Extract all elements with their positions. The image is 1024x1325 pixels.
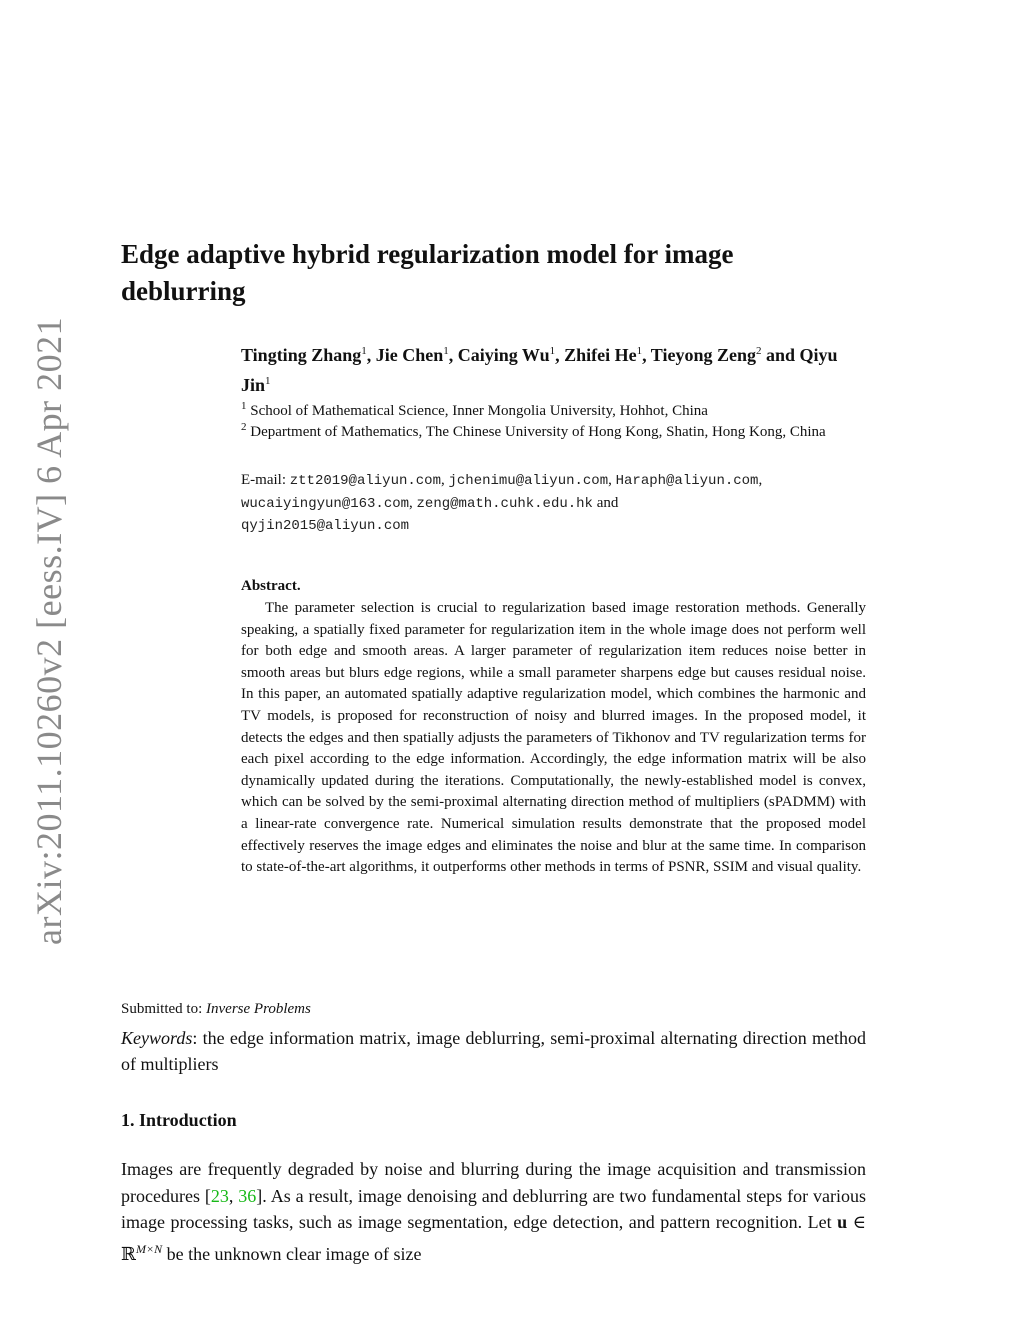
affiliation-text: School of Mathematical Science, Inner Mongolia University, Hohhot, China [250, 403, 708, 419]
author-separator: , [555, 345, 565, 365]
math-exponent: M×N [135, 1241, 163, 1256]
author-separator: , [642, 345, 651, 365]
arxiv-identifier: arXiv:2011.10260v2 [eess.IV] 6 Apr 2021 [29, 316, 69, 945]
section-number: 1. [121, 1110, 135, 1130]
author-separator: and [761, 345, 800, 365]
author-name: Zhifei He [564, 345, 637, 365]
math-operator: ∈ [847, 1212, 866, 1232]
journal-name: Inverse Problems [206, 1001, 311, 1017]
affiliation-mark: 1 [265, 375, 271, 387]
intro-text: be the unknown clear image of size [162, 1243, 422, 1264]
email-link[interactable]: jchenimu@aliyun.com [448, 473, 609, 489]
email-link[interactable]: ztt2019@aliyun.com [289, 473, 441, 489]
affiliation-mark: 1 [443, 345, 449, 357]
author-name: Caiying Wu [457, 345, 550, 365]
email-link[interactable]: wucaiyingyun@163.com [241, 495, 410, 512]
email-link[interactable]: zeng@math.cuhk.edu.hk [416, 495, 593, 512]
author-separator: , [448, 345, 458, 365]
email-link[interactable]: qyjin2015@aliyun.com [241, 518, 410, 534]
email-link[interactable]: Haraph@aliyun.com [615, 473, 759, 489]
affiliation-number: 2 [241, 421, 247, 433]
section-heading [121, 1110, 237, 1131]
affiliation-text: Department of Mathematics, The Chinese University of Hong Kong, Shatin, Hong Kong, China [250, 424, 826, 440]
submitted-label: Submitted to: [121, 1001, 207, 1017]
math-set: ℝ [121, 1243, 136, 1265]
abstract-heading: Abstract. [241, 578, 301, 594]
abstract-text: The parameter selection is crucial to regularization based image restoration methods. Generally speaking, a spatially fixed parameter for regularization item in the whole image does not perform well for both edge and smooth areas. A larger parameter of regularization item reduces noise better in smooth areas but blurs edge regions, while a small parameter sharpens edge but causes residual noise. In this paper, an automated spatially adaptive regularization model, which combines the harmonic and TV models, is proposed for reconstruction of noisy and blurred images. In the proposed model, it detects the edges and then spatially adjusts the parameters of Tikhonov and TV regularization terms for each pixel according to the edge information. Accordingly, the edge information matrix will be also dynamically updated during the iterations. Computationally, the newly-established model is convex, which can be solved by the semi-proximal alternating direction method of multipliers (sPADMM) with a linear-rate convergence rate. Numerical simulation results demonstrate that the proposed model effectively reserves the image edges and eliminates the noise and blur at the same time. In comparison to state-of-the-art algorithms, it outperforms other methods in terms of PSNR, SSIM and visual quality. [241, 600, 866, 876]
affiliation-mark: 1 [361, 345, 367, 357]
citation-link[interactable]: 23 [210, 1185, 229, 1206]
author-name: Tingting Zhang [241, 345, 362, 365]
intro-text: Images are frequently degraded by noise and blurring during the image acquisition and transmission procedures [ [121, 1159, 866, 1206]
author-separator: , [366, 345, 376, 365]
affiliation-2 [241, 417, 866, 443]
email-block: E-mail: ztt2019@aliyun.com, jchenimu@aliyun.com, Haraph@aliyun.com, wucaiyingyun@163.com, zeng@math.cuhk.edu.hk and qyjin2015@aliyun.com [241, 472, 763, 534]
citation-separator: , [228, 1185, 239, 1206]
author-list [241, 338, 866, 398]
affiliation-number: 1 [241, 400, 247, 412]
section-title: Introduction [139, 1110, 237, 1130]
author-name: Tieyong Zeng [650, 345, 756, 365]
affiliation-mark: 1 [549, 345, 556, 357]
citation-link[interactable]: 36 [238, 1185, 257, 1206]
author-name: Qiyu Jin [241, 345, 838, 395]
affiliation-mark: 2 [755, 345, 762, 357]
intro-paragraph [121, 1156, 866, 1268]
author-name: Jie Chen [375, 345, 444, 365]
math-variable: u [837, 1212, 848, 1232]
intro-text: ]. As a result, image denoising and deblurring are two fundamental steps for various image processing tasks, such as image segmentation, edge detection, and pattern recognition. Let [121, 1185, 866, 1232]
paper-title: Edge adaptive hybrid regularization model for image deblurring [121, 239, 734, 306]
keywords-text: : the edge information matrix, image deblurring, semi-proximal alternating direction method of multipliers [121, 1028, 866, 1074]
affiliation-mark: 1 [636, 345, 643, 357]
email-label: E-mail: [241, 472, 290, 488]
keywords-label: Keywords [121, 1028, 193, 1048]
submitted-line [121, 1001, 311, 1018]
keywords [121, 1025, 866, 1077]
